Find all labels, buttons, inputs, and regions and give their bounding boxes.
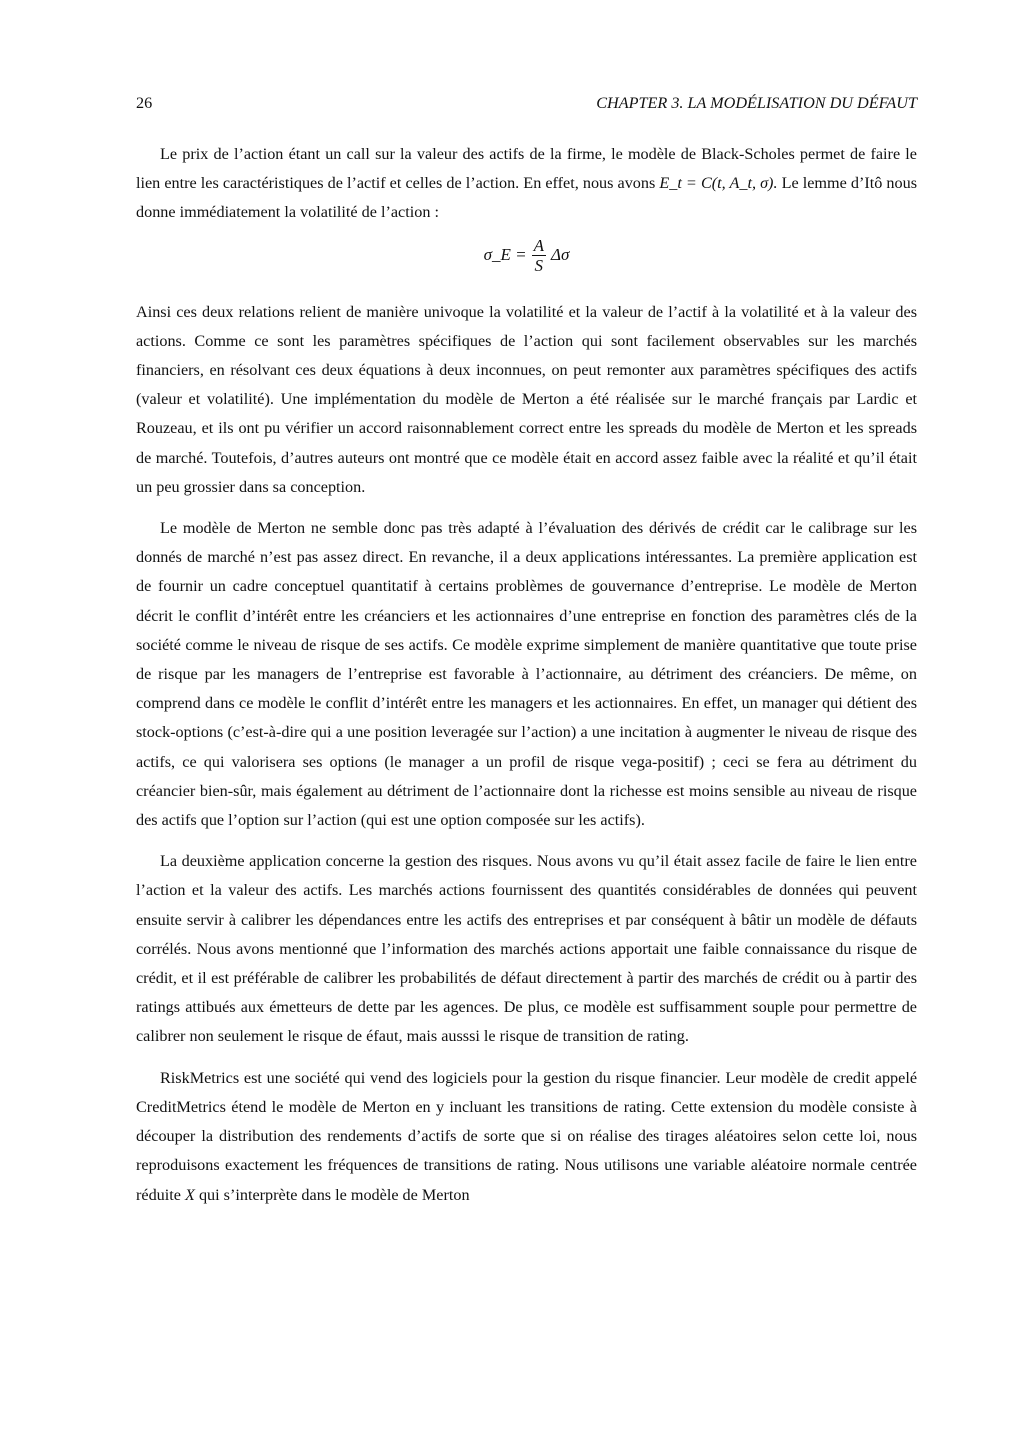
paragraph-intro <box>136 140 917 228</box>
inline-math-x: X <box>185 1185 195 1204</box>
equation-numerator: A <box>533 235 544 255</box>
equation-rhs: Δσ <box>551 245 570 265</box>
inline-math-black-scholes: E_t = C(t, A_t, σ). <box>659 174 778 193</box>
chapter-title: CHAPTER 3. LA MODÉLISATION DU DÉFAUT <box>596 94 917 112</box>
equation-denominator: S <box>534 255 544 275</box>
last-text-after-math: qui s’interprète dans le modèle de Merton <box>194 1185 470 1204</box>
body-text <box>136 140 917 1210</box>
paragraph-3: La deuxième application concerne la gestion des risques. Nous avons vu qu’il était assez facile de faire le lien entre l’action et la valeur des actifs. Les marchés actions fournissent des quantités considérables de données qui peuvent ensuite servir à calibrer les dépendances entre les actifs des entreprises et par conséquent à bâtir un modèle de défauts corrélés. Nous avons mentionné que l’information des marchés actions apportait une faible connaissance du risque de crédit, et il est préférable de calibrer les probabilités de défaut directement à partir des marchés de crédit ou à partir des ratings attibués aux émetteurs de dette par les agences. De plus, ce modèle est suffisamment souple pour permettre de calibrer non seulement le risque de éfaut, mais ausssi le risque de transition de rating. <box>136 852 917 1046</box>
last-text-before-math: RiskMetrics est une société qui vend des logiciels pour la gestion du risque financier. Leur modèle de credit appelé CreditMetrics étend le modèle de Merton en y incluant les transitions de rating. Cette extension du modèle consiste à découper la distribution des rendements d’actifs de sorte que si on réalise des tirages aléatoires selon cette loi, nous reproduisons exactement les fréquences de transitions de rating. Nous utilisons une variable aléatoire normale centrée réduite <box>136 1068 917 1204</box>
equation-fraction <box>532 236 546 275</box>
display-equation <box>136 228 917 298</box>
intro-text-after-math: Le lemme d’Itô nous donne immédiatement la volatilité de l’action : <box>136 174 917 222</box>
intro-text-before-math: Le prix de l’action étant un call sur la valeur des actifs de la firme, le modèle de Black-Scholes permet de faire le lien entre les caractéristiques de l’actif et celles de l’action. En effet, nous avons <box>136 145 917 193</box>
paragraph-2: Le modèle de Merton ne semble donc pas très adapté à l’évaluation des dérivés de crédit car le calibrage sur les donnés de marché n’est pas assez direct. En revanche, il a deux applications intéressantes. La première application est de fournir un cadre conceptuel quantitatif à certains problèmes de gouvernance d’entreprise. Le modèle de Merton décrit le conflit d’intérêt entre les créanciers et les actionnaires d’une entreprise en fonction des paramètres clés de la société comme le niveau de risque de ses actifs. Ce modèle exprime simplement de manière quantitative que toute prise de risque par les managers de l’entreprise est favorable à l’actionnaire, au détriment des créanciers. De même, on comprend dans ce modèle le conflit d’intérêt entre les managers et les actionnaires. En effet, un manager qui détient des stock-options (c’est-à-dire qui a une position leveragée sur l’action) a une incitation à augmenter le niveau de risque des actifs, ce qui valorisera ses options (le manager a un profil de risque vega-positif) ; ceci se fera au détriment du créancier bien-sûr, mais également au détriment de l’actionnaire dont la richesse est moins sensible au niveau de risque des actifs que l’option sur l’action (qui est une option composée sur les actifs). <box>136 519 917 830</box>
paragraph-1: Ainsi ces deux relations relient de manière univoque la volatilité et la valeur de l’actif à la volatilité et à la valeur des actions. Comme ce sont les paramètres spécifiques de l’action qui sont facilement observables sur les marchés financiers, en résolvant ces deux équations à deux inconnues, on peut remonter aux paramètres spécifiques des actifs (valeur et volatilité). Une implémentation du modèle de Merton a été réalisée sur le marché français par Lardic et Rouzeau, et ils ont pu vérifier un accord raisonnablement correct entre les spreads du modèle de Merton et les spreads de marché. Toutefois, d’autres auteurs ont montré que ce modèle était en accord assez faible avec la réalité et qu’il était un peu grossier dans sa conception. <box>136 302 917 496</box>
page-number: 26 <box>136 94 153 112</box>
equation-lhs: σ_E = <box>483 245 527 265</box>
paragraph-4 <box>136 1064 917 1210</box>
